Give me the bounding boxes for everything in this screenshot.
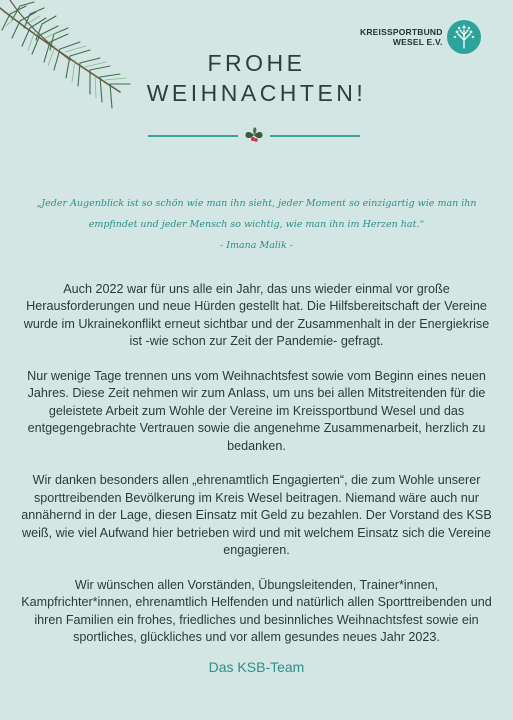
title-line-2: WEIHNACHTEN! <box>146 80 367 106</box>
paragraph-3: Wir danken besonders allen „ehrenamtlich Engagierten“, die zum Wohle unserer sporttreibenden Bevölkerung im Kreis Wesel beitragen. Niemand wäre auch nur annähernd in der Lage, diesen Einsatz mit Geld zu bezahlen. Der Vorstand des KSB weiß, wie viel Aufwand hier betrieben wird und mit welchem Einsatz sich die Vereine engagieren. <box>21 473 492 558</box>
logo-line-1: KREISSPORTBUND <box>360 27 443 37</box>
holly-icon <box>242 125 266 147</box>
quote-attribution: - Imana Malik - <box>220 240 293 251</box>
quote-text: „Jeder Augenblick ist so schön wie man ihn sieht, jeder Moment so einzigartig wie man ihn empfindet und jeder Mensch so wichtig, wie man ihn im Herzen hat.“ <box>36 198 477 230</box>
divider-line-right <box>270 135 360 137</box>
paragraph-2: Nur wenige Tage trennen uns vom Weihnachtsfest sowie vom Beginn eines neuen Jahres. Diese Zeit nehmen wir zum Anlass, um uns bei allen Mitstreitenden für die geleistete Arbeit zum Wohle der Vereine im Kreissportbund Wesel und das entgegengebrachte Vertrauen sowie die angenehme Zusammenarbeit, herzlich zu bedanken. <box>27 369 486 453</box>
title-line-1: FROHE <box>207 50 306 76</box>
signature: Das KSB-Team <box>208 659 305 675</box>
letter-body <box>20 281 493 646</box>
paragraph-1: Auch 2022 war für uns alle ein Jahr, das uns wieder einmal vor große Herausforderungen und neue Hürden gestellt hat. Die Hilfsbereitschaft der Vereine wurde im Ukrainekonflikt erneut sichtbar und der Zusammenhalt in der Energiekrise ist -wie schon zur Zeit der Pandemie- gefragt. <box>23 282 490 349</box>
logo-text <box>360 27 443 47</box>
page-title <box>0 48 513 108</box>
holly-divider <box>148 125 360 147</box>
paragraph-4: Wir wünschen allen Vorständen, Übungsleitenden, Trainer*innen, Kampfrichter*innen, ehrenamtlich Helfenden und natürlich allen Sporttreibenden und ihren Familien ein frohes, friedliches und besinnliches Weihnachtsfest sowie ein sportliches, glückliches und vor allem gesundes neues Jahr 2023. <box>21 577 492 645</box>
divider-line-left <box>148 135 238 137</box>
logo-line-2: WESEL E.V. <box>392 37 443 47</box>
